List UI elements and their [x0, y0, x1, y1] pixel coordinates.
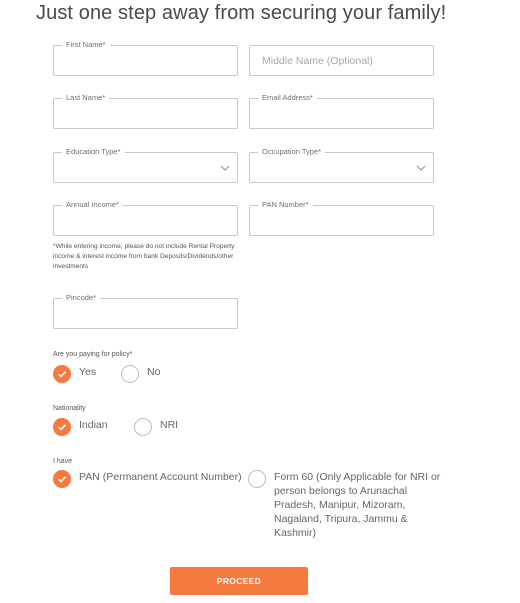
annual-income-field[interactable]: [53, 200, 238, 236]
last-name-field[interactable]: [53, 93, 238, 129]
i-have-label: I have: [53, 458, 73, 465]
education-type-select[interactable]: [53, 147, 238, 183]
chevron-down-icon: [415, 162, 427, 174]
pan-number-label: PAN Number*: [258, 200, 313, 210]
email-field[interactable]: [249, 93, 434, 129]
chevron-down-icon: [219, 162, 231, 174]
paying-yes-option[interactable]: [53, 365, 96, 383]
i-have-form60-option[interactable]: [248, 470, 446, 540]
paying-no-label: No: [147, 366, 161, 378]
radio-empty-icon: [134, 418, 152, 436]
pincode-field[interactable]: [53, 293, 238, 329]
middle-name-field[interactable]: [249, 45, 434, 76]
paying-no-option[interactable]: [121, 365, 160, 383]
nationality-label: Nationality: [53, 405, 86, 412]
paying-yes-label: Yes: [79, 366, 97, 378]
middle-name-placeholder: Middle Name (Optional): [262, 55, 373, 67]
email-label: Email Address*: [258, 93, 317, 103]
nationality-nri-label: NRI: [160, 419, 179, 431]
check-icon: [53, 365, 71, 383]
i-have-pan-option[interactable]: [53, 470, 242, 488]
proceed-button[interactable]: PROCEED: [170, 567, 308, 595]
pan-number-field[interactable]: [249, 200, 434, 236]
education-type-label: Education Type*: [62, 147, 125, 157]
last-name-label: Last Name*: [62, 93, 109, 103]
income-note: *While entering income, please do not include Rental Property income & interest income from bank Deposits/Dividends/other investments: [53, 243, 235, 270]
nationality-indian-label: Indian: [79, 419, 108, 431]
nationality-nri-option[interactable]: [134, 418, 178, 436]
occupation-type-label: Occupation Type*: [258, 147, 325, 157]
annual-income-label: Annual Income*: [62, 200, 123, 210]
occupation-type-select[interactable]: [249, 147, 434, 183]
pincode-label: Pincode*: [62, 293, 100, 303]
radio-empty-icon: [248, 470, 266, 488]
i-have-form60-label: Form 60 (Only Applicable for NRI or person belongs to Arunachal Pradesh, Manipur, Mizoram, Nagaland, Tripura, Jammu & Kashmir): [274, 471, 441, 539]
check-icon: [53, 470, 71, 488]
first-name-label: First Name*: [62, 40, 110, 50]
i-have-pan-label: PAN (Permanent Account Number): [79, 471, 242, 483]
first-name-field[interactable]: [53, 40, 238, 76]
paying-question-label: Are you paying for policy*: [53, 351, 133, 358]
check-icon: [53, 418, 71, 436]
nationality-indian-option[interactable]: [53, 418, 108, 436]
page-heading: Just one step away from securing your family!: [36, 2, 447, 24]
radio-empty-icon: [121, 365, 139, 383]
